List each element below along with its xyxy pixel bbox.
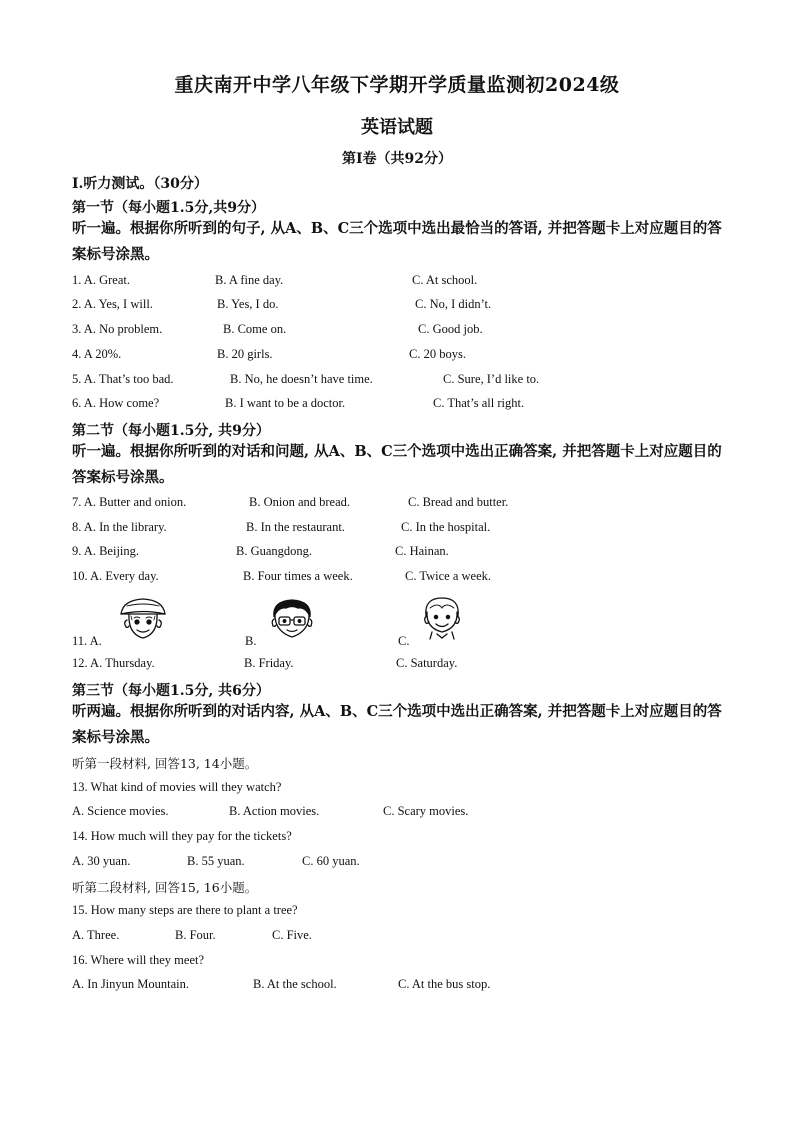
q10-option-a: 10. A. Every day.: [72, 569, 159, 583]
q16-option-c: C. At the bus stop.: [398, 977, 491, 991]
q10-option-b: B. Four times a week.: [243, 569, 353, 583]
q12-option-b: B. Friday.: [244, 656, 294, 670]
q12-option-c: C. Saturday.: [396, 656, 458, 670]
q14-stem: 14. How much will they pay for the tickets?: [72, 829, 292, 843]
q13-option-b: B. Action movies.: [229, 804, 320, 818]
subject-title: 英语试题: [361, 117, 433, 138]
q8-option-c: C. In the hospital.: [401, 520, 491, 534]
q13-option-a: A. Science movies.: [72, 804, 169, 818]
q4-option-a: 4. A 20%.: [72, 347, 122, 361]
material1-note: 听第一段材料, 回答13, 14小题。: [72, 756, 258, 771]
q13-stem: 13. What kind of movies will they watch?: [72, 780, 282, 794]
section2-instruction: 听一遍。根据你所听到的对话和问题, 从A、B、C三个选项中选出正确答案, 并把答题卡上对应题目的答案标号涂黑。: [72, 443, 722, 486]
q1-option-a: 1. A. Great.: [72, 273, 130, 287]
section1-instruction: 听一遍。根据你所听到的句子, 从A、B、C三个选项中选出最恰当的答语, 并把答题卡上对应题目的答案标号涂黑。: [72, 220, 722, 263]
volume-title: 第I卷（共92分）: [341, 151, 453, 167]
q8-option-a: 8. A. In the library.: [72, 520, 167, 534]
q16-stem: 16. Where will they meet?: [72, 953, 205, 967]
q13-option-c: C. Scary movies.: [383, 804, 469, 818]
q5-option-a: 5. A. That’s too bad.: [72, 372, 174, 386]
q11-option-c: C.: [398, 634, 410, 648]
section1-heading: 第一节（每小题1.5分,共9分）: [72, 200, 265, 216]
q4-option-b: B. 20 girls.: [217, 347, 273, 361]
q6-option-a: 6. A. How come?: [72, 396, 160, 410]
q4-option-c: C. 20 boys.: [409, 347, 466, 361]
q14-option-b: B. 55 yuan.: [187, 854, 245, 868]
q3-option-c: C. Good job.: [418, 322, 483, 336]
q9-option-a: 9. A. Beijing.: [72, 544, 140, 558]
q1-option-b: B. A fine day.: [215, 273, 284, 287]
q12-option-a: 12. A. Thursday.: [72, 656, 155, 670]
q9-option-b: B. Guangdong.: [236, 544, 313, 558]
q15-option-b: B. Four.: [175, 928, 216, 942]
q7-option-b: B. Onion and bread.: [249, 495, 351, 509]
q15-option-c: C. Five.: [272, 928, 312, 942]
q8-option-b: B. In the restaurant.: [246, 520, 345, 534]
q10-option-c: C. Twice a week.: [405, 569, 492, 583]
q5-option-c: C. Sure, I’d like to.: [443, 372, 540, 386]
section2-heading: 第二节（每小题1.5分, 共9分）: [72, 423, 270, 439]
q11-option-b: B.: [245, 634, 257, 648]
q11-option-a: 11. A.: [72, 634, 102, 648]
section3-instruction: 听两遍。根据你所听到的对话内容, 从A、B、C三个选项中选出正确答案, 并把答题卡上对应题目的答案标号涂黑。: [72, 703, 722, 746]
section3-heading: 第三节（每小题1.5分, 共6分）: [72, 683, 270, 699]
q14-option-c: C. 60 yuan.: [302, 854, 360, 868]
q7-option-c: C. Bread and butter.: [408, 495, 509, 509]
q2-option-b: B. Yes, I do.: [217, 297, 279, 311]
q7-option-a: 7. A. Butter and onion.: [72, 495, 187, 509]
boy-with-cap-icon: [113, 596, 173, 644]
q16-option-b: B. At the school.: [253, 977, 337, 991]
smiling-child-icon: [418, 594, 466, 640]
q15-option-a: A. Three.: [72, 928, 120, 942]
q6-option-b: B. I want to be a doctor.: [225, 396, 346, 410]
q2-option-a: 2. A. Yes, I will.: [72, 297, 153, 311]
material2-note: 听第二段材料, 回答15, 16小题。: [72, 880, 258, 895]
q5-option-b: B. No, he doesn’t have time.: [230, 372, 373, 386]
q6-option-c: C. That’s all right.: [433, 396, 525, 410]
q9-option-c: C. Hainan.: [395, 544, 449, 558]
exam-title: 重庆南开中学八年级下学期开学质量监测初2024级: [174, 74, 620, 96]
q3-option-a: 3. A. No problem.: [72, 322, 163, 336]
q15-stem: 15. How many steps are there to plant a tree?: [72, 903, 298, 917]
q2-option-c: C. No, I didn’t.: [415, 297, 492, 311]
q1-option-c: C. At school.: [412, 273, 478, 287]
q16-option-a: A. In Jinyun Mountain.: [72, 977, 190, 991]
part1-heading: I.听力测试。（30分）: [72, 176, 208, 192]
boy-with-glasses-icon: [268, 597, 316, 643]
q14-option-a: A. 30 yuan.: [72, 854, 131, 868]
q3-option-b: B. Come on.: [223, 322, 287, 336]
